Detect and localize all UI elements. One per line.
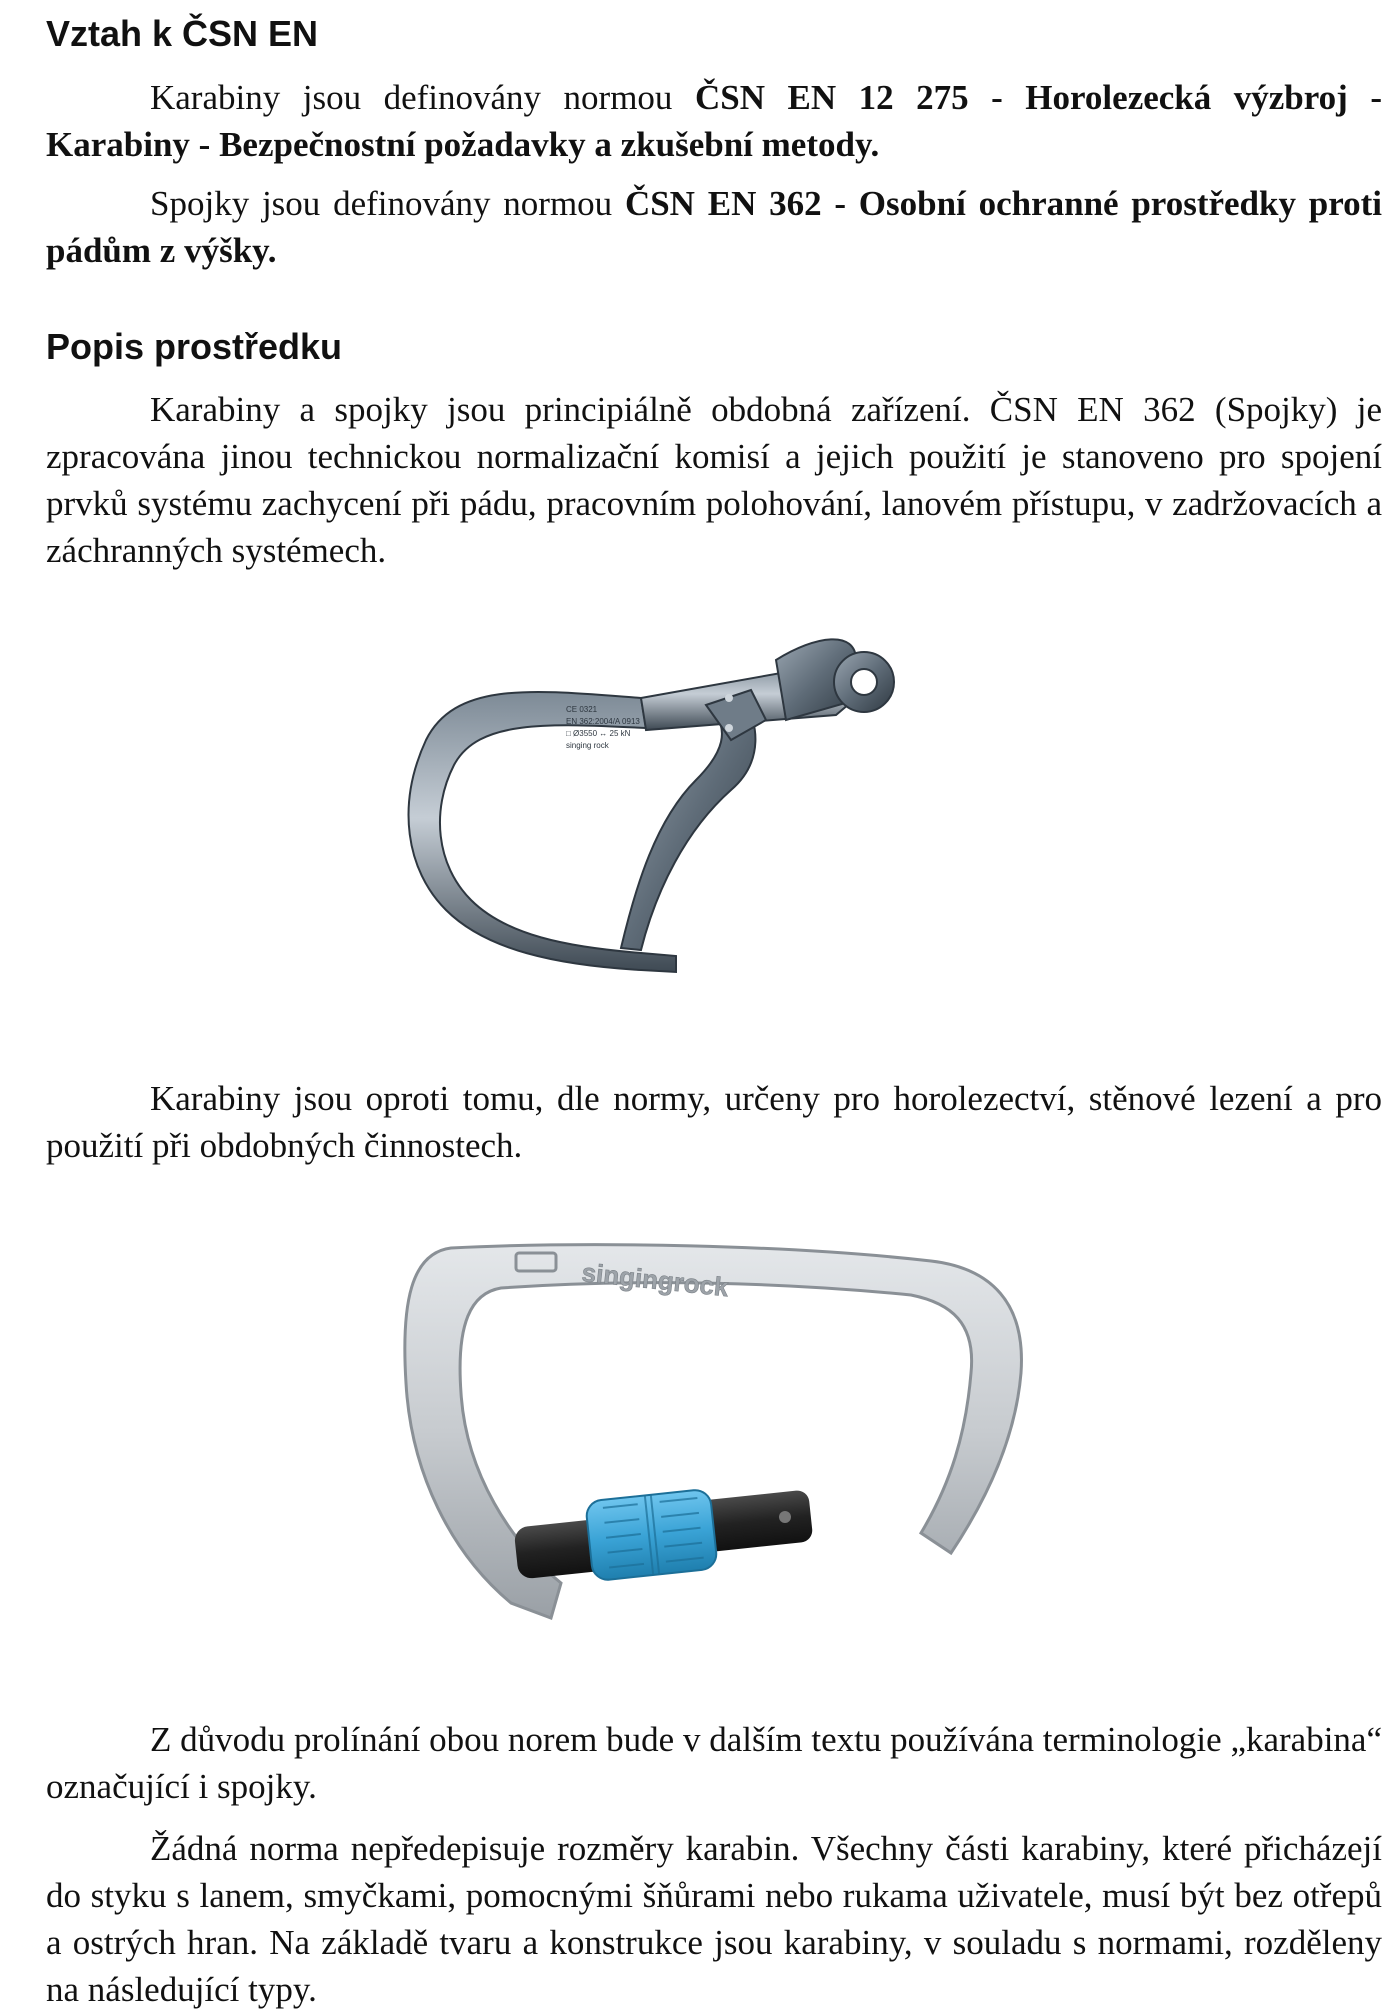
paragraph-terminologie: Z důvodu prolínání obou norem bude v dalším textu používána terminologie „karabina“ označující i spojky. bbox=[46, 1720, 1382, 1806]
engraving-line: CE 0321 bbox=[566, 705, 598, 714]
engraving-line: □ Ø3550 ↔ 25 kN bbox=[566, 729, 631, 738]
brand-engraving: singingrock bbox=[580, 1257, 731, 1303]
section-heading-vztah: Vztah k ČSN EN bbox=[46, 13, 319, 54]
screwgate-carabiner-image bbox=[391, 1233, 1101, 1628]
gate-pin bbox=[779, 1511, 791, 1523]
norm-title-en-362: ČSN EN 362 - Osobní ochranné prostředky proti pádům z výšky. bbox=[46, 184, 1382, 270]
norm-title-en-12275: ČSN EN 12 275 - Horolezecká výzbroj - Karabiny - Bezpečnostní požadavky a zkušební metody. bbox=[46, 78, 1382, 164]
paragraph-popis: Karabiny a spojky jsou principiálně obdobná zařízení. ČSN EN 362 (Spojky) je zpracována jinou technickou normalizační komisí a jejich použití je stanoveno pro spojení prvků systému zachycení při pádu, pracovním polohování, lanovém přístupu, v zadržovacích a záchranných systémech. bbox=[46, 390, 1382, 570]
paragraph-karabiny-norma bbox=[46, 74, 1382, 168]
paragraph-text: Spojky jsou definovány normou bbox=[150, 184, 625, 223]
paragraph-spojky-norma bbox=[46, 180, 1382, 274]
section-heading-popis: Popis prostředku bbox=[46, 326, 343, 367]
paragraph-karabiny-urceni: Karabiny jsou oproti tomu, dle normy, určeny pro horolezectví, stěnové lezení a pro použití při obdobných činnostech. bbox=[46, 1079, 1382, 1165]
engraving-line: EN 362:2004/A 0913 bbox=[566, 717, 640, 726]
paragraph-rozmery: Žádná norma nepředepisuje rozměry karabin. Všechny části karabiny, které přicházejí do styku s lanem, smyčkami, pomocnými šňůrami nebo rukama uživatele, musí být bez otřepů a ostrých hran. Na základě tvaru a konstrukce jsou karabiny, v souladu s normami, rozděleny na následující typy. bbox=[46, 1829, 1382, 2009]
paragraph-text: Karabiny jsou definovány normou bbox=[150, 78, 695, 117]
scaffold-hook-image bbox=[386, 620, 1076, 1000]
engraving-line: singing rock bbox=[566, 741, 609, 750]
